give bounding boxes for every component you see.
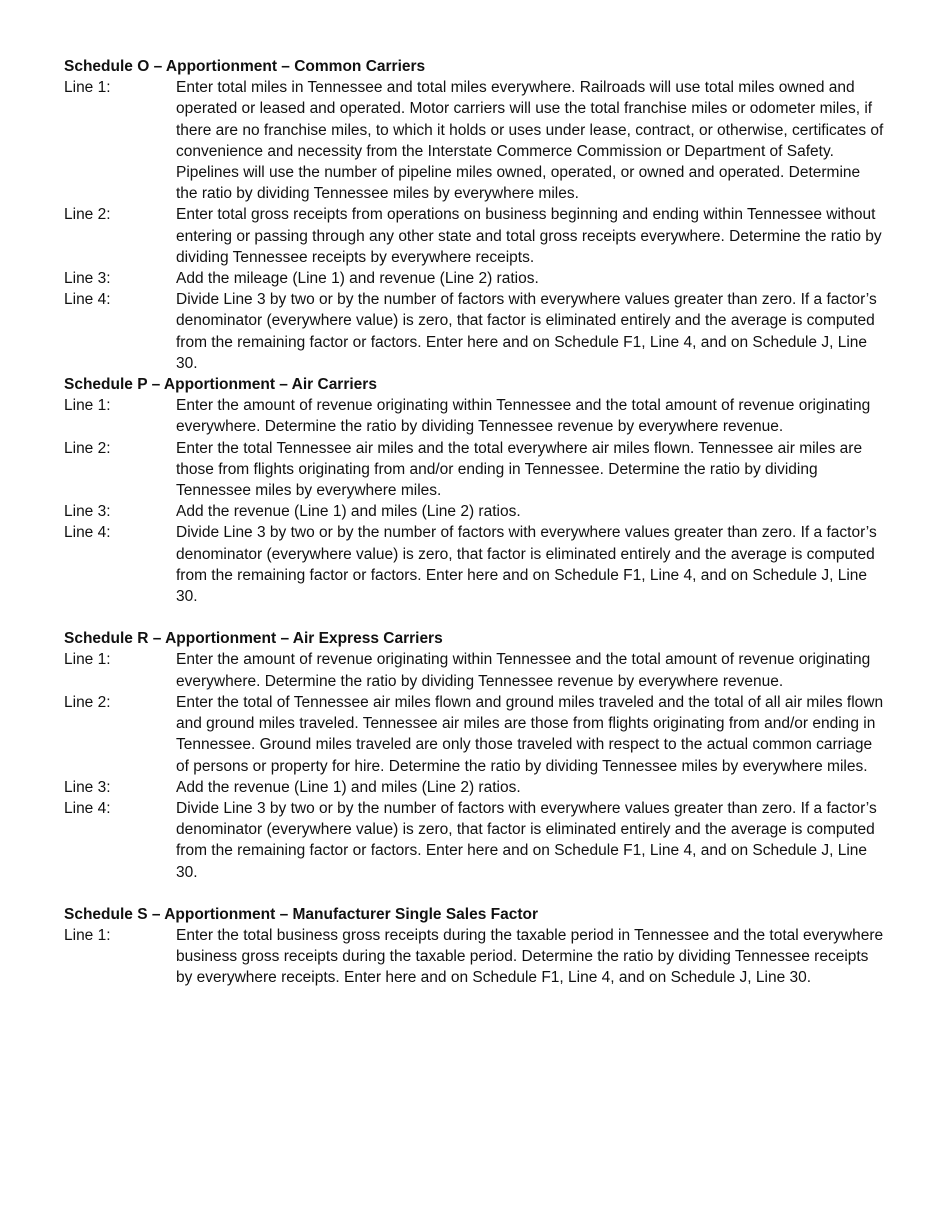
schedule-r-section xyxy=(64,628,884,882)
schedule-s-section xyxy=(64,904,884,989)
line-label: Line 2: xyxy=(64,439,111,457)
schedule-s-title: Schedule S – Apportionment – Manufacturer Single Sales Factor xyxy=(64,905,538,923)
schedule-o-section xyxy=(64,56,884,374)
line-text: Divide Line 3 by two or by the number of factors with everywhere values greater than zero. If a factor’s denominator (everywhere value) is zero, that factor is eliminated entirely and the average is computed from the remaining factor or factors. Enter here and on Schedule F1, Line 4, and on Schedule J, Line 30. xyxy=(176,291,877,372)
line-text: Add the revenue (Line 1) and miles (Line 2) ratios. xyxy=(176,503,521,521)
schedule-p-line-2 xyxy=(64,438,884,502)
line-text: Enter the total Tennessee air miles and the total everywhere air miles flown. Tennessee air miles are those from flights originating from and/or ending in Tennessee. Determine the ratio by dividing Tennessee miles by everywhere miles. xyxy=(176,439,863,500)
schedule-p-line-4 xyxy=(64,522,884,607)
schedule-r-line-2 xyxy=(64,692,884,777)
schedule-p-section xyxy=(64,374,884,607)
schedule-o-title: Schedule O – Apportionment – Common Carriers xyxy=(64,58,426,75)
line-text: Add the revenue (Line 1) and miles (Line 2) ratios. xyxy=(176,778,521,796)
line-text: Add the mileage (Line 1) and revenue (Line 2) ratios. xyxy=(176,270,539,288)
schedule-o-line-1 xyxy=(64,77,884,204)
schedule-p-title: Schedule P – Apportionment – Air Carriers xyxy=(64,376,377,394)
line-label: Line 2: xyxy=(64,206,111,224)
line-text: Enter the amount of revenue originating within Tennessee and the total amount of revenue originating everywhere. Determine the ratio by dividing Tennessee revenue by everywhere revenue. xyxy=(176,651,871,690)
instructions-page xyxy=(64,56,884,989)
line-label: Line 1: xyxy=(64,926,111,944)
schedule-r-title: Schedule R – Apportionment – Air Express Carriers xyxy=(64,630,443,648)
line-text: Enter the total of Tennessee air miles flown and ground miles traveled and the total of all air miles flown and ground miles traveled. Tennessee air miles are those from flights originating from and/or ending in Tennessee. Ground miles traveled are only those traveled with respect to the actual common carriage of persons or property for hire. Determine the ratio by dividing Tennessee miles by everywhere miles. xyxy=(176,693,884,775)
schedule-p-line-3 xyxy=(64,501,884,522)
line-label: Line 3: xyxy=(64,503,111,521)
line-label: Line 2: xyxy=(64,693,111,711)
line-label: Line 3: xyxy=(64,778,111,796)
line-text: Enter total miles in Tennessee and total miles everywhere. Railroads will use total miles owned and operated or leased and operated. Motor carriers will use the total franchise miles or odometer miles, if there are no franchise miles, to which it holds or uses under lease, contract, or otherwise, certificates of convenience and necessity from the Interstate Commerce Commission or Department of Safety. Pipelines will use the number of pipeline miles owned, operated, or owned and operated. Determine the ratio by dividing Tennessee miles by everywhere miles. xyxy=(176,79,884,203)
line-label: Line 4: xyxy=(64,799,111,817)
line-label: Line 1: xyxy=(64,397,111,415)
schedule-o-line-3 xyxy=(64,268,884,289)
line-label: Line 1: xyxy=(64,79,111,97)
schedule-o-line-2 xyxy=(64,204,884,268)
schedule-p-line-1 xyxy=(64,395,884,437)
schedule-r-line-3 xyxy=(64,777,884,798)
line-text: Enter the total business gross receipts during the taxable period in Tennessee and the total everywhere business gross receipts during the taxable period. Determine the ratio by dividing Tennessee receipts by everywhere receipts. Enter here and on Schedule F1, Line 4, and on Schedule J, Line 30. xyxy=(176,926,884,987)
line-text: Divide Line 3 by two or by the number of factors with everywhere values greater than zero. If a factor’s denominator (everywhere value) is zero, that factor is eliminated entirely and the average is computed from the remaining factor or factors. Enter here and on Schedule F1, Line 4, and on Schedule J, Line 30. xyxy=(176,799,877,881)
line-text: Divide Line 3 by two or by the number of factors with everywhere values greater than zero. If a factor’s denominator (everywhere value) is zero, that factor is eliminated entirely and the average is computed from the remaining factor or factors. Enter here and on Schedule F1, Line 4, and on Schedule J, Line 30. xyxy=(176,524,877,606)
line-label: Line 4: xyxy=(64,524,111,542)
line-text: Enter the amount of revenue originating within Tennessee and the total amount of revenue originating everywhere. Determine the ratio by dividing Tennessee revenue by everywhere revenue. xyxy=(176,397,871,436)
schedule-r-line-4 xyxy=(64,798,884,883)
schedule-s-line-1 xyxy=(64,925,884,989)
schedule-o-line-4 xyxy=(64,289,884,374)
line-text: Enter total gross receipts from operations on business beginning and ending within Tennessee without entering or passing through any other state and total gross receipts everywhere. Determine the ratio by dividing Tennessee receipts by everywhere receipts. xyxy=(176,206,882,266)
line-label: Line 3: xyxy=(64,270,111,288)
line-label: Line 1: xyxy=(64,651,111,669)
schedule-r-line-1 xyxy=(64,649,884,691)
line-label: Line 4: xyxy=(64,291,111,309)
